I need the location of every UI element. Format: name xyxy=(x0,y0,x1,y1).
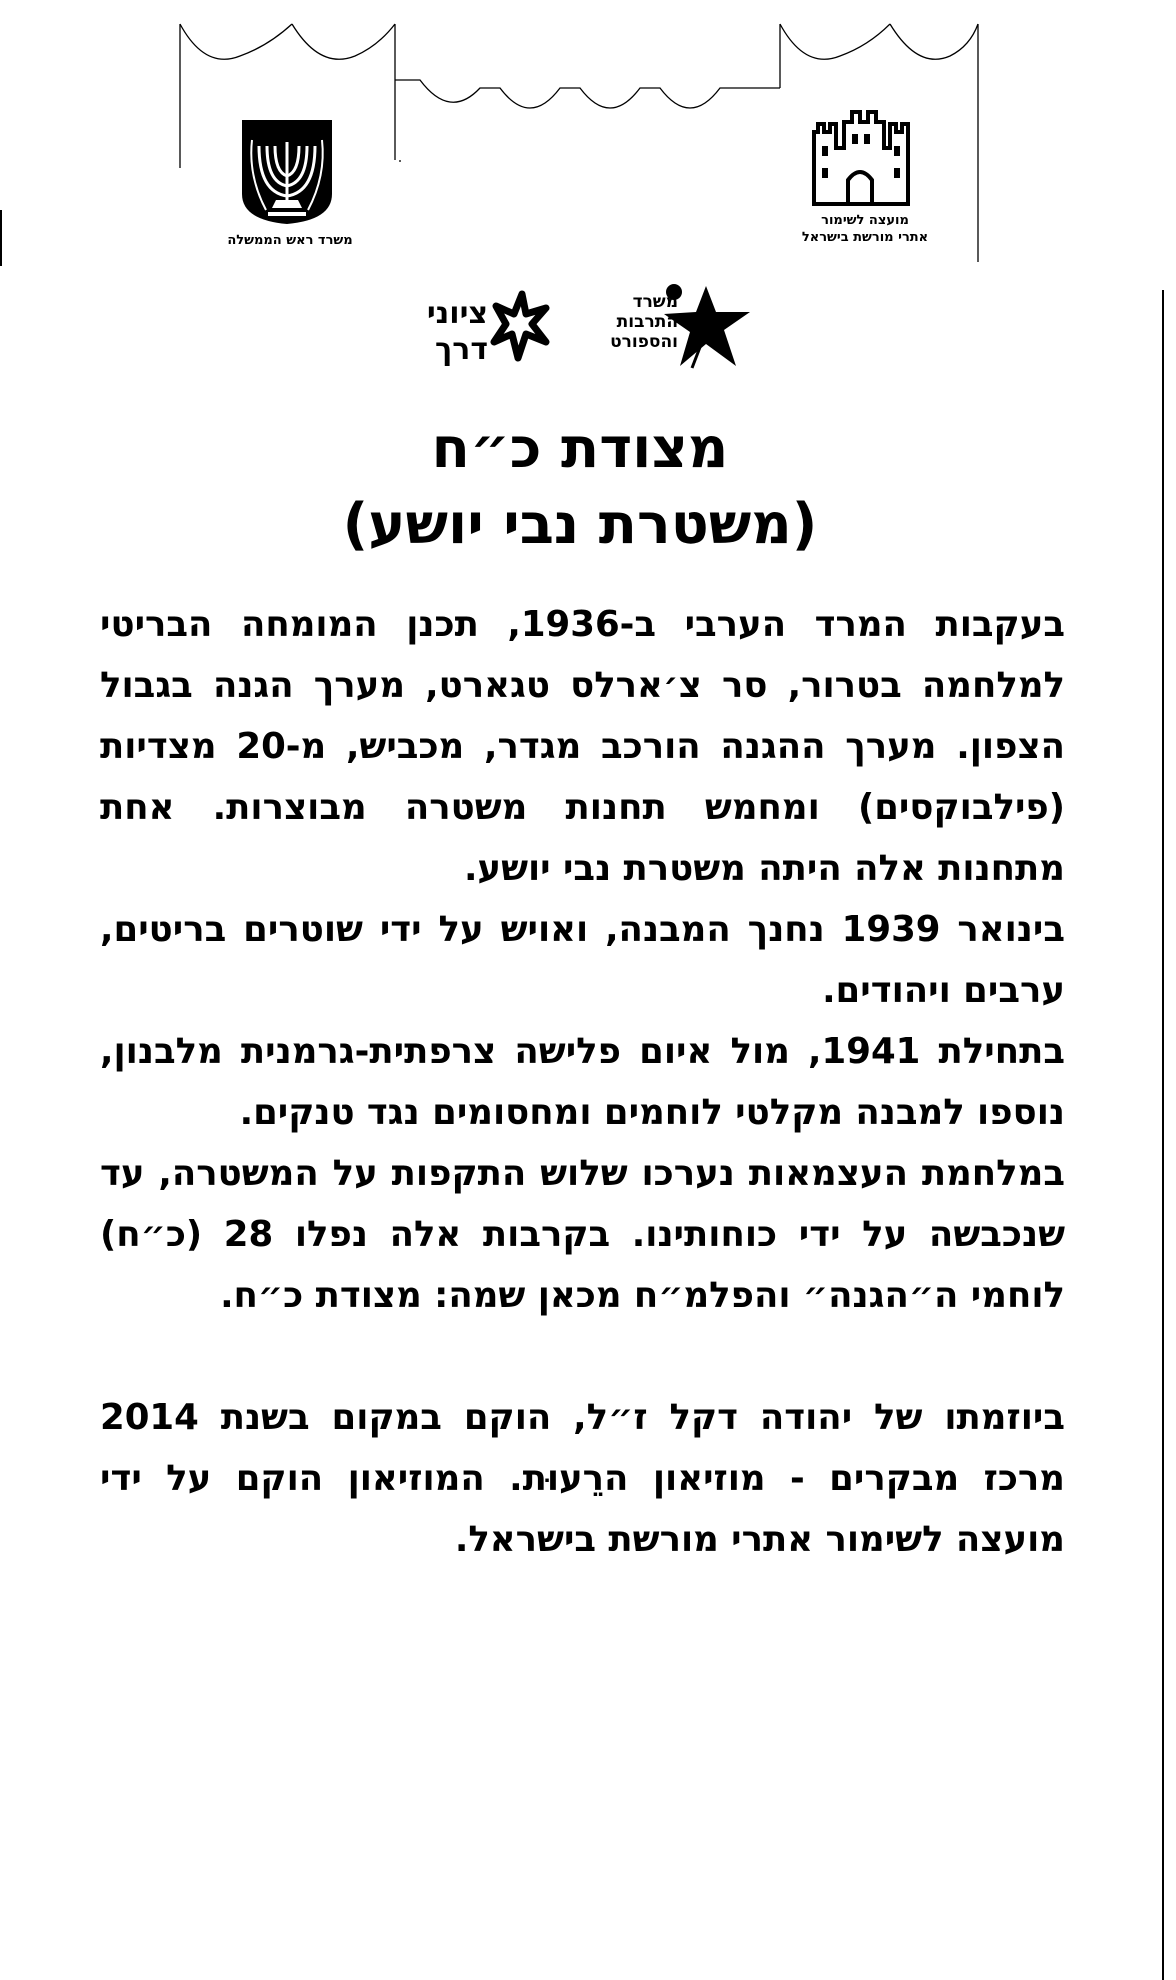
culture-ministry-line3: והספורט xyxy=(610,332,678,352)
page-subtitle: (משטרת נבי יושע) xyxy=(342,492,818,557)
paragraph-museum: ביוזמתו של יהודה דקל ז״ל, הוקם במקום בשנת 2014 מרכז מבקרים - מוזיאון הרֵעוּת. המוזיאון הוקם על ידי מועצה לשימור אתרי מורשת בישראל. xyxy=(100,1397,1065,1560)
culture-ministry-line2: התרבות xyxy=(616,312,678,332)
castle-logo-icon xyxy=(808,108,912,206)
paragraph-origin: בעקבות המרד הערבי ב-1936, תכנן המומחה הבריטי למלחמה בטרור, סר צ׳ארלס טגארט, מערך הגנה בגבול הצפון. מערך ההגנה הורכב מגדר, מכביש, מ-20 מצדיות (פילבוקסים) ומחמש תחנות משטרה מבוצרות. אחת מתחנות אלה היתה משטרת נבי יושע. xyxy=(100,604,1066,889)
tzioni-derech-star-icon xyxy=(490,288,552,364)
right-edge-rule xyxy=(1162,290,1164,1980)
paragraph-independence-war: במלחמת העצמאות נערכו שלוש התקפות על המשטרה, עד שנכבשה על ידי כוחותינו. בקרבות אלה נפלו 28 (כ״ח) לוחמי ה״הגנה״ והפלמ״ח מכאן שמה: מצודת כ״ח. xyxy=(100,1153,1065,1316)
paragraph-gap xyxy=(100,1326,1065,1387)
culture-ministry-line1: משרד xyxy=(632,292,678,312)
pm-office-caption: משרד ראש הממשלה xyxy=(227,233,353,248)
tzioni-derech-text xyxy=(408,296,488,368)
heritage-council-caption xyxy=(760,212,970,246)
culture-ministry-text xyxy=(578,292,678,352)
page-title: מצודת כ״ח xyxy=(431,416,729,481)
body-text xyxy=(100,594,1065,1570)
tzioni-line1: ציוני xyxy=(426,296,488,331)
paragraph-1941: בתחילת 1941, מול איום פלישה צרפתית-גרמנית מלבנון, נוספו למבנה מקלטי לוחמים ומחסומים נגד טנקים. xyxy=(100,1031,1065,1133)
tzioni-line2: דרך xyxy=(434,332,488,367)
left-edge-mark xyxy=(0,210,2,266)
heritage-council-caption-line2: אתרי מורשת בישראל xyxy=(801,230,929,245)
paragraph-inauguration: בינואר 1939 נחנך המבנה, ואויש על ידי שוטרים בריטים, ערבים ויהודים. xyxy=(100,909,1065,1011)
menorah-emblem-icon xyxy=(238,116,336,226)
heritage-council-caption-line1: מועצה לשימור xyxy=(821,213,909,228)
castle-header-frame xyxy=(0,0,1176,290)
